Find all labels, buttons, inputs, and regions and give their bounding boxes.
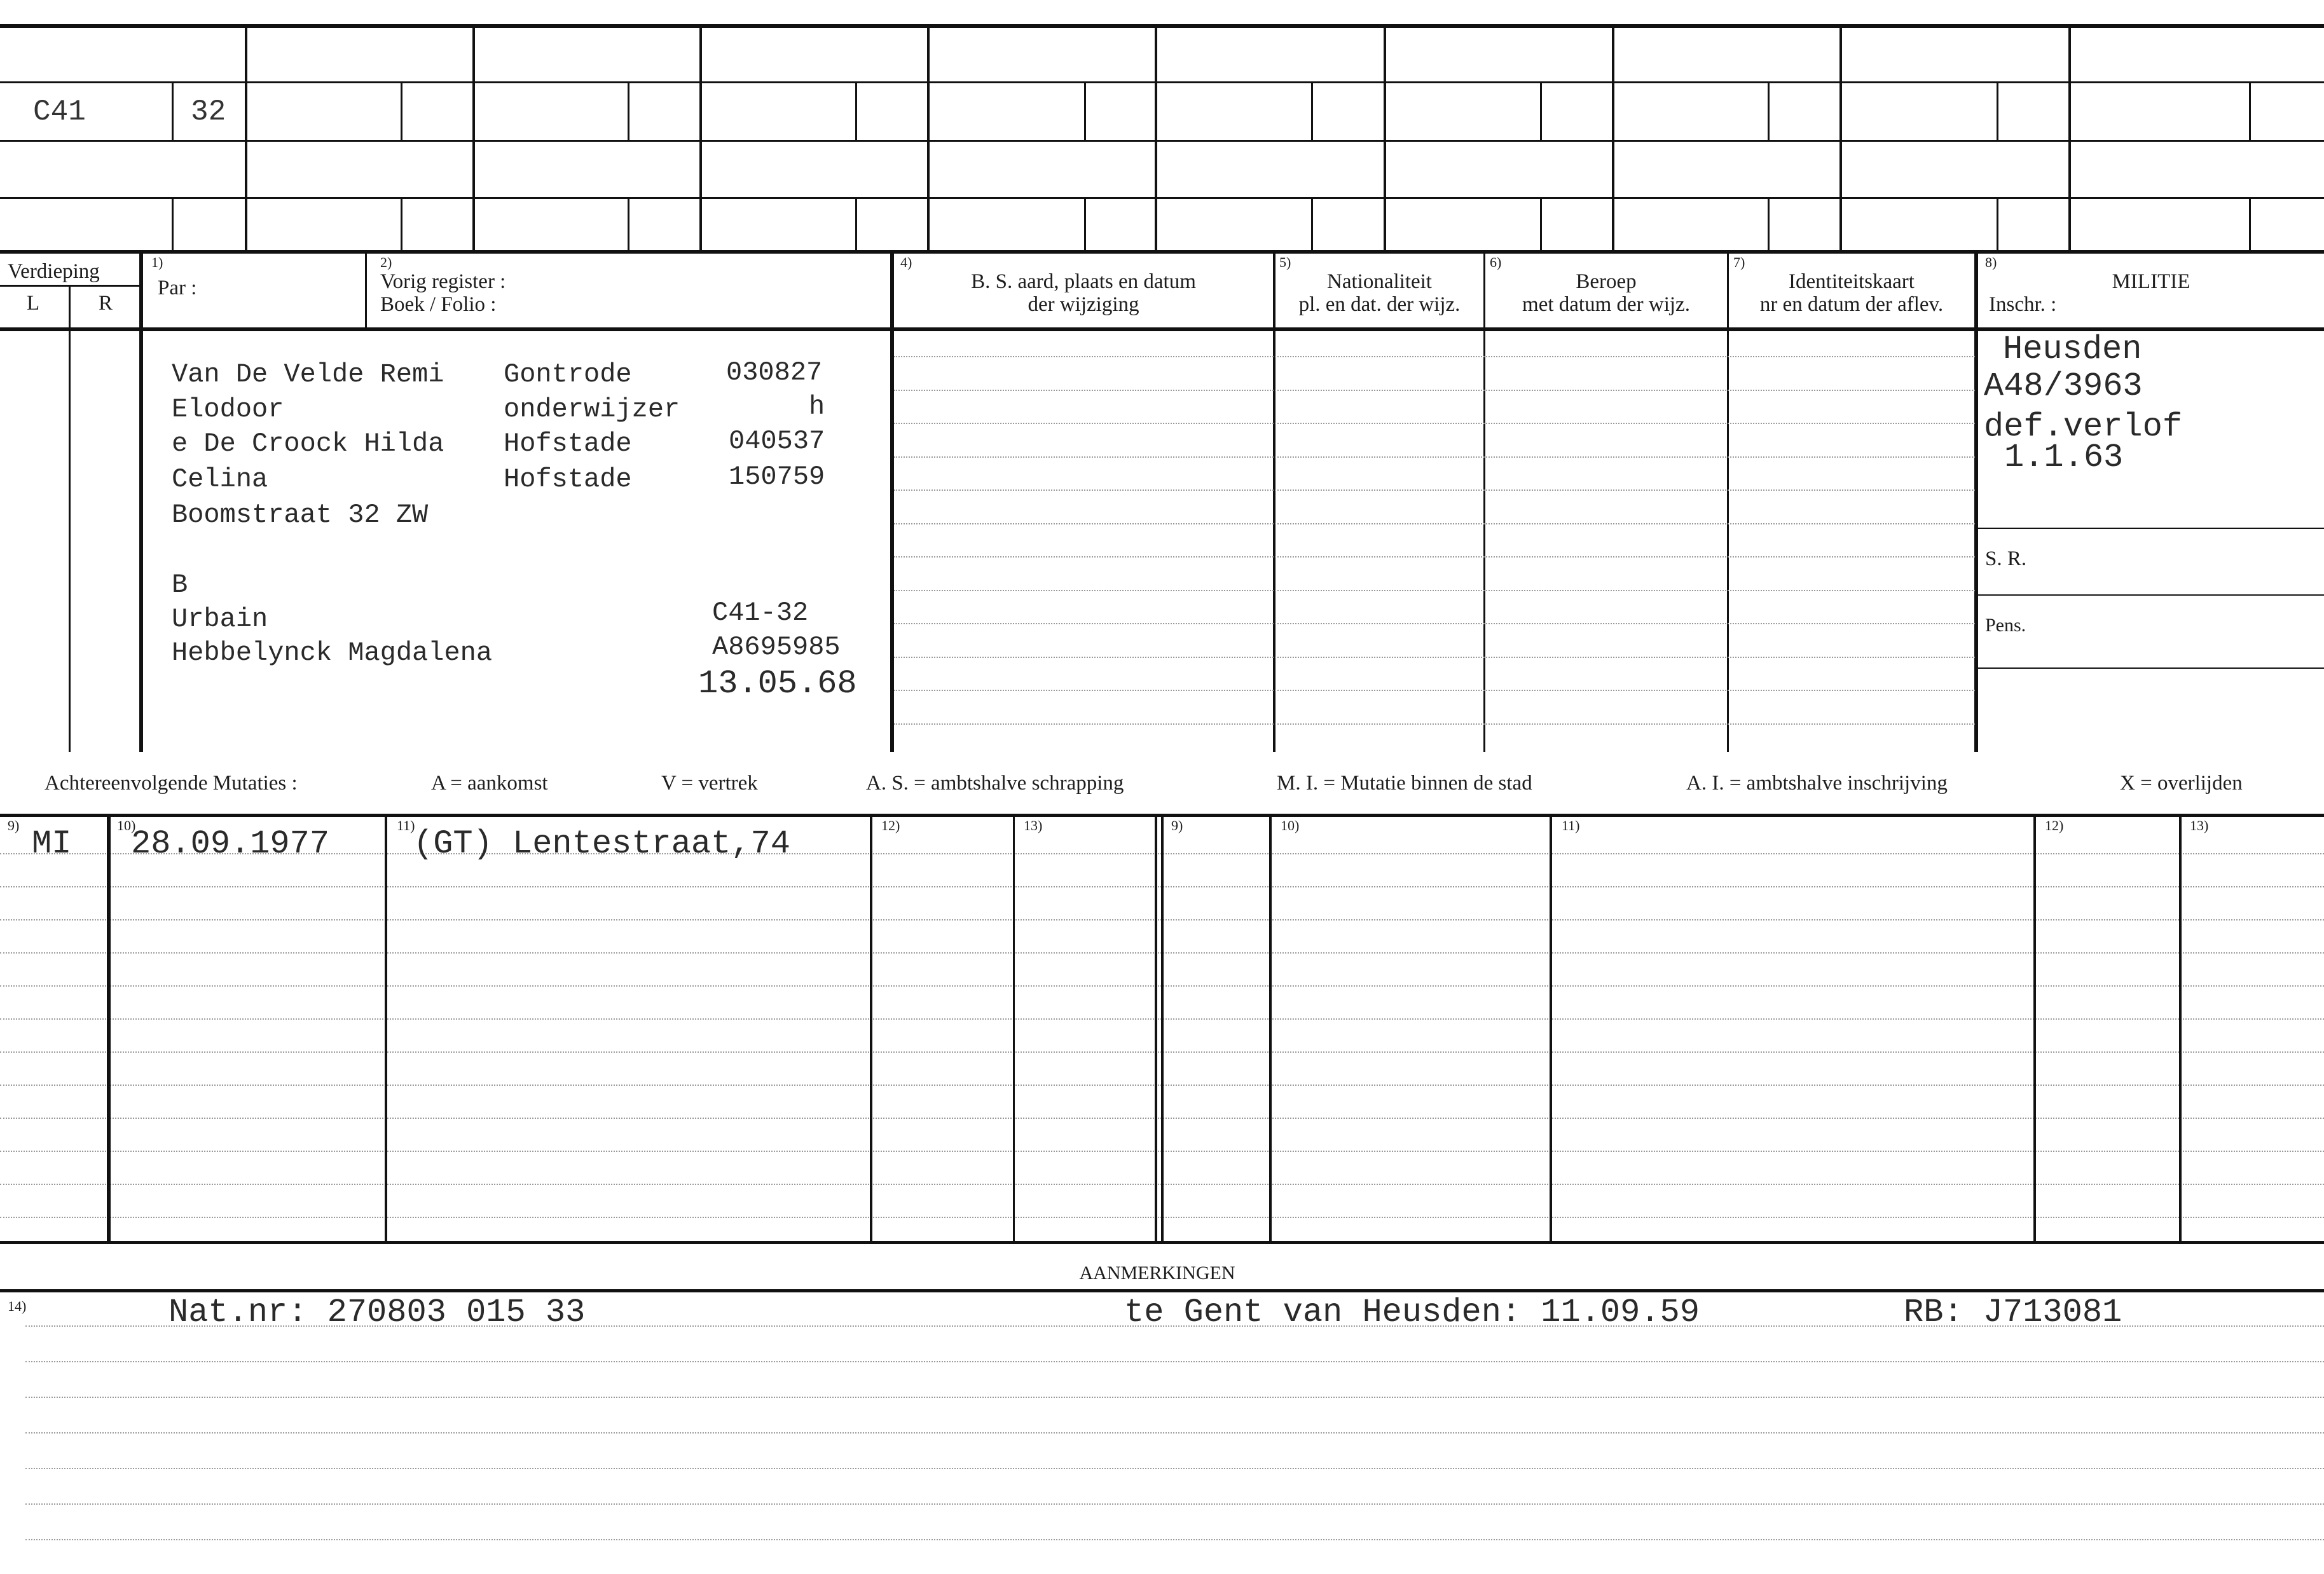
right-label: R — [99, 292, 113, 315]
strip-minor-divider — [855, 81, 857, 141]
person-name-line: e De Croock Hilda — [172, 428, 444, 459]
legend-title: Achtereenvolgende Mutaties : — [45, 772, 298, 795]
strip-minor-divider — [1997, 81, 1998, 141]
strip-minor-divider — [401, 197, 402, 254]
militie-status: def.verlof — [1984, 408, 2183, 446]
profession: onderwijzer — [504, 394, 680, 425]
mut-col-num: 11) — [397, 818, 415, 833]
person-name-line: B — [172, 570, 188, 600]
verdieping-divider — [0, 285, 141, 287]
identiteitskaart-line2: nr en datum der aflev. — [1759, 293, 1944, 316]
strip-minor-divider — [1997, 197, 1998, 254]
strip-minor-divider — [172, 197, 174, 254]
mutations-col-divider — [1013, 814, 1015, 1244]
mut-col-num: 11) — [1562, 818, 1580, 833]
strip-column-divider — [472, 24, 475, 254]
mutations-col-divider — [2033, 814, 2036, 1244]
birthplace: Hofstade — [504, 428, 632, 459]
strip-minor-divider — [2249, 197, 2251, 254]
strip-column-divider — [1612, 24, 1614, 254]
par-label: Par : — [158, 277, 197, 299]
dotted-line — [894, 423, 1975, 424]
strip-minor-divider — [855, 197, 857, 254]
mut-col-num: 9) — [1171, 818, 1183, 833]
nationaliteit-line1: Nationaliteit — [1327, 270, 1432, 293]
mut-col-num: 13) — [2190, 818, 2209, 833]
strip-column-divider — [927, 24, 930, 254]
mut-col-num: 12) — [881, 818, 900, 833]
dotted-line — [894, 723, 1975, 725]
header-col-divider — [1974, 254, 1978, 752]
nationaliteit-line2: pl. en dat. der wijz. — [1298, 293, 1461, 316]
header-col-divider — [1483, 254, 1485, 752]
birth-registration: te Gent van Heusden: 11.09.59 — [1124, 1294, 1700, 1331]
boek-folio-label: Boek / Folio : — [380, 293, 497, 316]
dotted-line — [25, 1397, 2324, 1398]
header-col-divider — [139, 254, 143, 752]
inschr-label: Inschr. : — [1989, 293, 2057, 316]
strip-column-divider — [1155, 24, 1157, 254]
remarks-top-border — [0, 1289, 2324, 1292]
mut-col-num: 10) — [117, 818, 136, 833]
reference-number: A8695985 — [712, 632, 841, 662]
legend-item: V = vertrek — [661, 772, 758, 795]
mutations-col-divider — [870, 814, 872, 1244]
profession-code: h — [809, 392, 825, 422]
mut-col-num: 12) — [2045, 818, 2064, 833]
header-col-divider — [365, 254, 367, 329]
strip-column-divider — [245, 24, 247, 254]
strip-row-line — [0, 81, 2324, 83]
legend-item: M. I. = Mutatie binnen de stad — [1277, 772, 1532, 795]
strip-minor-divider — [401, 81, 402, 141]
bs-label-line1: B. S. aard, plaats en datum — [971, 270, 1196, 293]
legend-item: A. I. = ambtshalve inschrijving — [1686, 772, 1948, 795]
legend-item: A. S. = ambtshalve schrapping — [866, 772, 1124, 795]
dotted-line — [894, 456, 1975, 458]
mutation-type: MI — [32, 825, 72, 863]
mutations-col-divider — [1550, 814, 1552, 1244]
col5-num: 5) — [1279, 254, 1291, 270]
verdieping-label: Verdieping — [8, 260, 100, 283]
mutations-col-divider — [2179, 814, 2182, 1244]
col1-num: 1) — [151, 254, 163, 270]
sr-label: S. R. — [1985, 547, 2027, 570]
militie-place: Heusden — [2003, 331, 2142, 368]
mut-col-num: 10) — [1281, 818, 1300, 833]
person-name-line: Van De Velde Remi — [172, 359, 444, 390]
mutations-col-divider — [385, 814, 387, 1244]
birthplace: Gontrode — [504, 359, 632, 390]
reference-code: C41-32 — [712, 598, 809, 628]
dotted-line — [894, 690, 1975, 691]
remarks-title: AANMERKINGEN — [1079, 1263, 1235, 1283]
dotted-line — [894, 489, 1975, 491]
strip-column-divider — [699, 24, 702, 254]
strip-minor-divider — [1540, 197, 1542, 254]
dotted-line — [25, 1361, 2324, 1362]
militie-rule — [1978, 594, 2324, 596]
mut-col-num: 13) — [1024, 818, 1043, 833]
strip-column-divider — [2068, 24, 2071, 254]
header-col-divider — [1273, 254, 1275, 752]
col8-num: 8) — [1985, 254, 1997, 270]
legend-item: A = aankomst — [431, 772, 548, 795]
birthplace: Hofstade — [504, 464, 632, 495]
mutation-address: (GT) Lentestraat,74 — [413, 825, 790, 863]
militie-date: 1.1.63 — [2004, 439, 2124, 476]
left-label: L — [27, 292, 40, 315]
person-name-line: Hebbelynck Magdalena — [172, 638, 493, 668]
index-number: 32 — [191, 95, 226, 128]
national-number: Nat.nr: 270803 015 33 — [168, 1294, 586, 1331]
strip-minor-divider — [172, 81, 174, 141]
dotted-line — [25, 1432, 2324, 1434]
strip-minor-divider — [628, 81, 629, 141]
strip-minor-divider — [2249, 81, 2251, 141]
militie-rule — [1978, 667, 2324, 669]
dotted-line — [894, 523, 1975, 524]
strip-row-line — [0, 140, 2324, 142]
col7-num: 7) — [1733, 254, 1745, 270]
header-col-divider — [69, 285, 71, 752]
pens-label: Pens. — [1985, 615, 2026, 636]
dotted-line — [894, 590, 1975, 591]
strip-minor-divider — [1540, 81, 1542, 141]
dotted-line — [25, 1503, 2324, 1505]
top-border — [0, 24, 2324, 28]
strip-minor-divider — [1084, 197, 1086, 254]
dotted-line — [894, 356, 1975, 357]
birth-code: 040537 — [729, 426, 825, 456]
col6-num: 6) — [1490, 254, 1502, 270]
strip-minor-divider — [628, 197, 629, 254]
militie-register: A48/3963 — [1984, 367, 2143, 405]
vorig-register-label: Vorig register : — [380, 270, 506, 293]
strip-minor-divider — [1311, 81, 1313, 141]
index-code: C41 — [33, 95, 86, 128]
person-address-line: Boomstraat 32 ZW — [172, 500, 429, 530]
mutations-col-divider — [1161, 814, 1164, 1244]
dotted-line — [894, 657, 1975, 658]
mutation-date: 28.09.1977 — [131, 825, 330, 863]
reference-date: 13.05.68 — [698, 665, 857, 702]
dotted-line — [25, 1468, 2324, 1469]
dotted-line — [894, 390, 1975, 391]
birth-code: 030827 — [726, 357, 823, 388]
identiteitskaart-line1: Identiteitskaart — [1789, 270, 1915, 293]
person-name-line: Celina — [172, 464, 268, 495]
mutations-col-divider — [1269, 814, 1272, 1244]
strip-minor-divider — [1768, 197, 1770, 254]
person-name-line: Elodoor — [172, 394, 284, 425]
person-name-line: Urbain — [172, 604, 268, 634]
strip-column-divider — [1839, 24, 1842, 254]
militie-rule — [1978, 528, 2324, 529]
strip-minor-divider — [1084, 81, 1086, 141]
mut-col-num: 9) — [8, 818, 20, 833]
remarks-num: 14) — [8, 1298, 27, 1314]
bs-label-line2: der wijziging — [1028, 293, 1139, 316]
strip-minor-divider — [1768, 81, 1770, 141]
strip-minor-divider — [1311, 197, 1313, 254]
birth-code: 150759 — [729, 462, 825, 492]
header-col-divider — [890, 254, 894, 752]
strip-column-divider — [1384, 24, 1386, 254]
col4-num: 4) — [900, 254, 912, 270]
header-col-divider — [1727, 254, 1729, 752]
beroep-line1: Beroep — [1576, 270, 1637, 293]
mutations-col-divider — [1155, 814, 1157, 1244]
rb-number: RB: J713081 — [1904, 1294, 2122, 1331]
dotted-line — [894, 556, 1975, 558]
militie-label: MILITIE — [2112, 270, 2190, 293]
dotted-line — [894, 623, 1975, 624]
dotted-line — [25, 1539, 2324, 1540]
legend-item: X = overlijden — [2120, 772, 2243, 795]
col2-num: 2) — [380, 254, 392, 270]
beroep-line2: met datum der wijz. — [1522, 293, 1690, 316]
strip-row-line — [0, 197, 2324, 199]
mutations-col-divider — [107, 814, 111, 1244]
